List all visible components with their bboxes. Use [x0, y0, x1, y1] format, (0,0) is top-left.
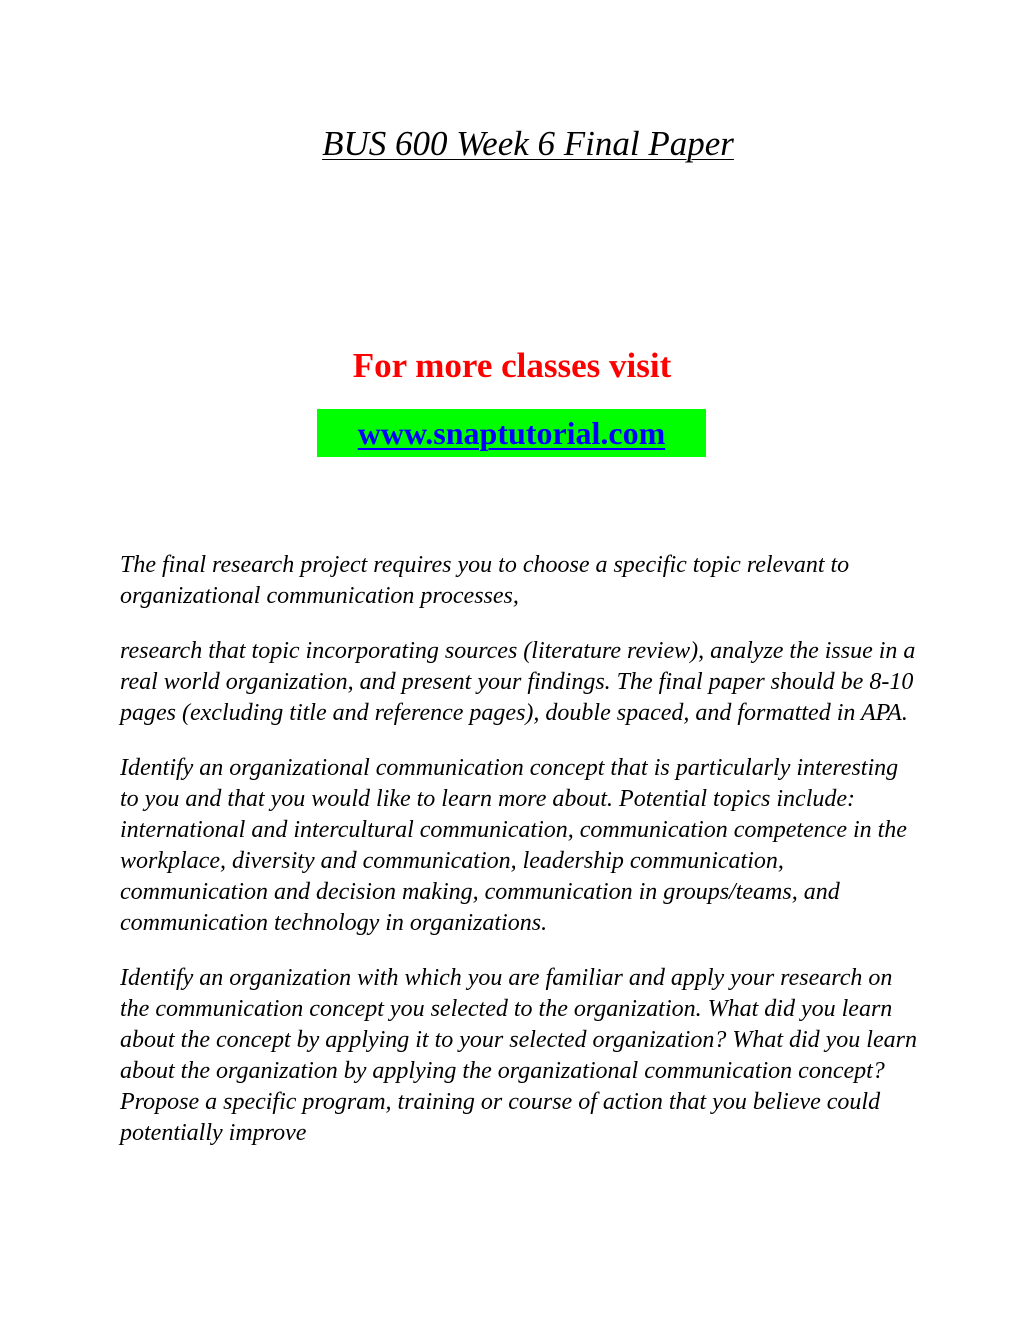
page-title: BUS 600 Week 6 Final Paper	[322, 124, 734, 163]
paragraph-intro: The final research project requires you to choose a specific topic relevant to organizational communication processes,	[120, 552, 850, 609]
paragraph-concept: Identify an organizational communication concept that is particularly interesting to you and that you would like to learn more about. Potential topics include: international and intercultural communication, communication competence in the workplace, diversity and communication, leadership communication, communication and decision making, communication in groups/teams, and communication technology in organizations.	[120, 755, 907, 936]
body-text	[120, 550, 920, 1173]
visit-promo-text: For more classes visit	[352, 346, 672, 385]
paragraph-requirements: research that topic incorporating sources (literature review), analyze the issue in a real world organization, and present your findings. The final paper should be 8-10 pages (excluding title and reference pages), double spaced, and formatted in APA.	[120, 638, 916, 726]
paragraph-organization: Identify an organization with which you are familiar and apply your research on the communication concept you selected to the organization. What did you learn about the concept by applying it to your selected organization? What did you learn about the organization by applying the organizational communication concept? Propose a specific program, training or course of action that you believe could potentially improve	[120, 965, 917, 1146]
link-highlight	[317, 409, 706, 457]
snaptutorial-link[interactable]: www.snaptutorial.com	[357, 415, 666, 451]
